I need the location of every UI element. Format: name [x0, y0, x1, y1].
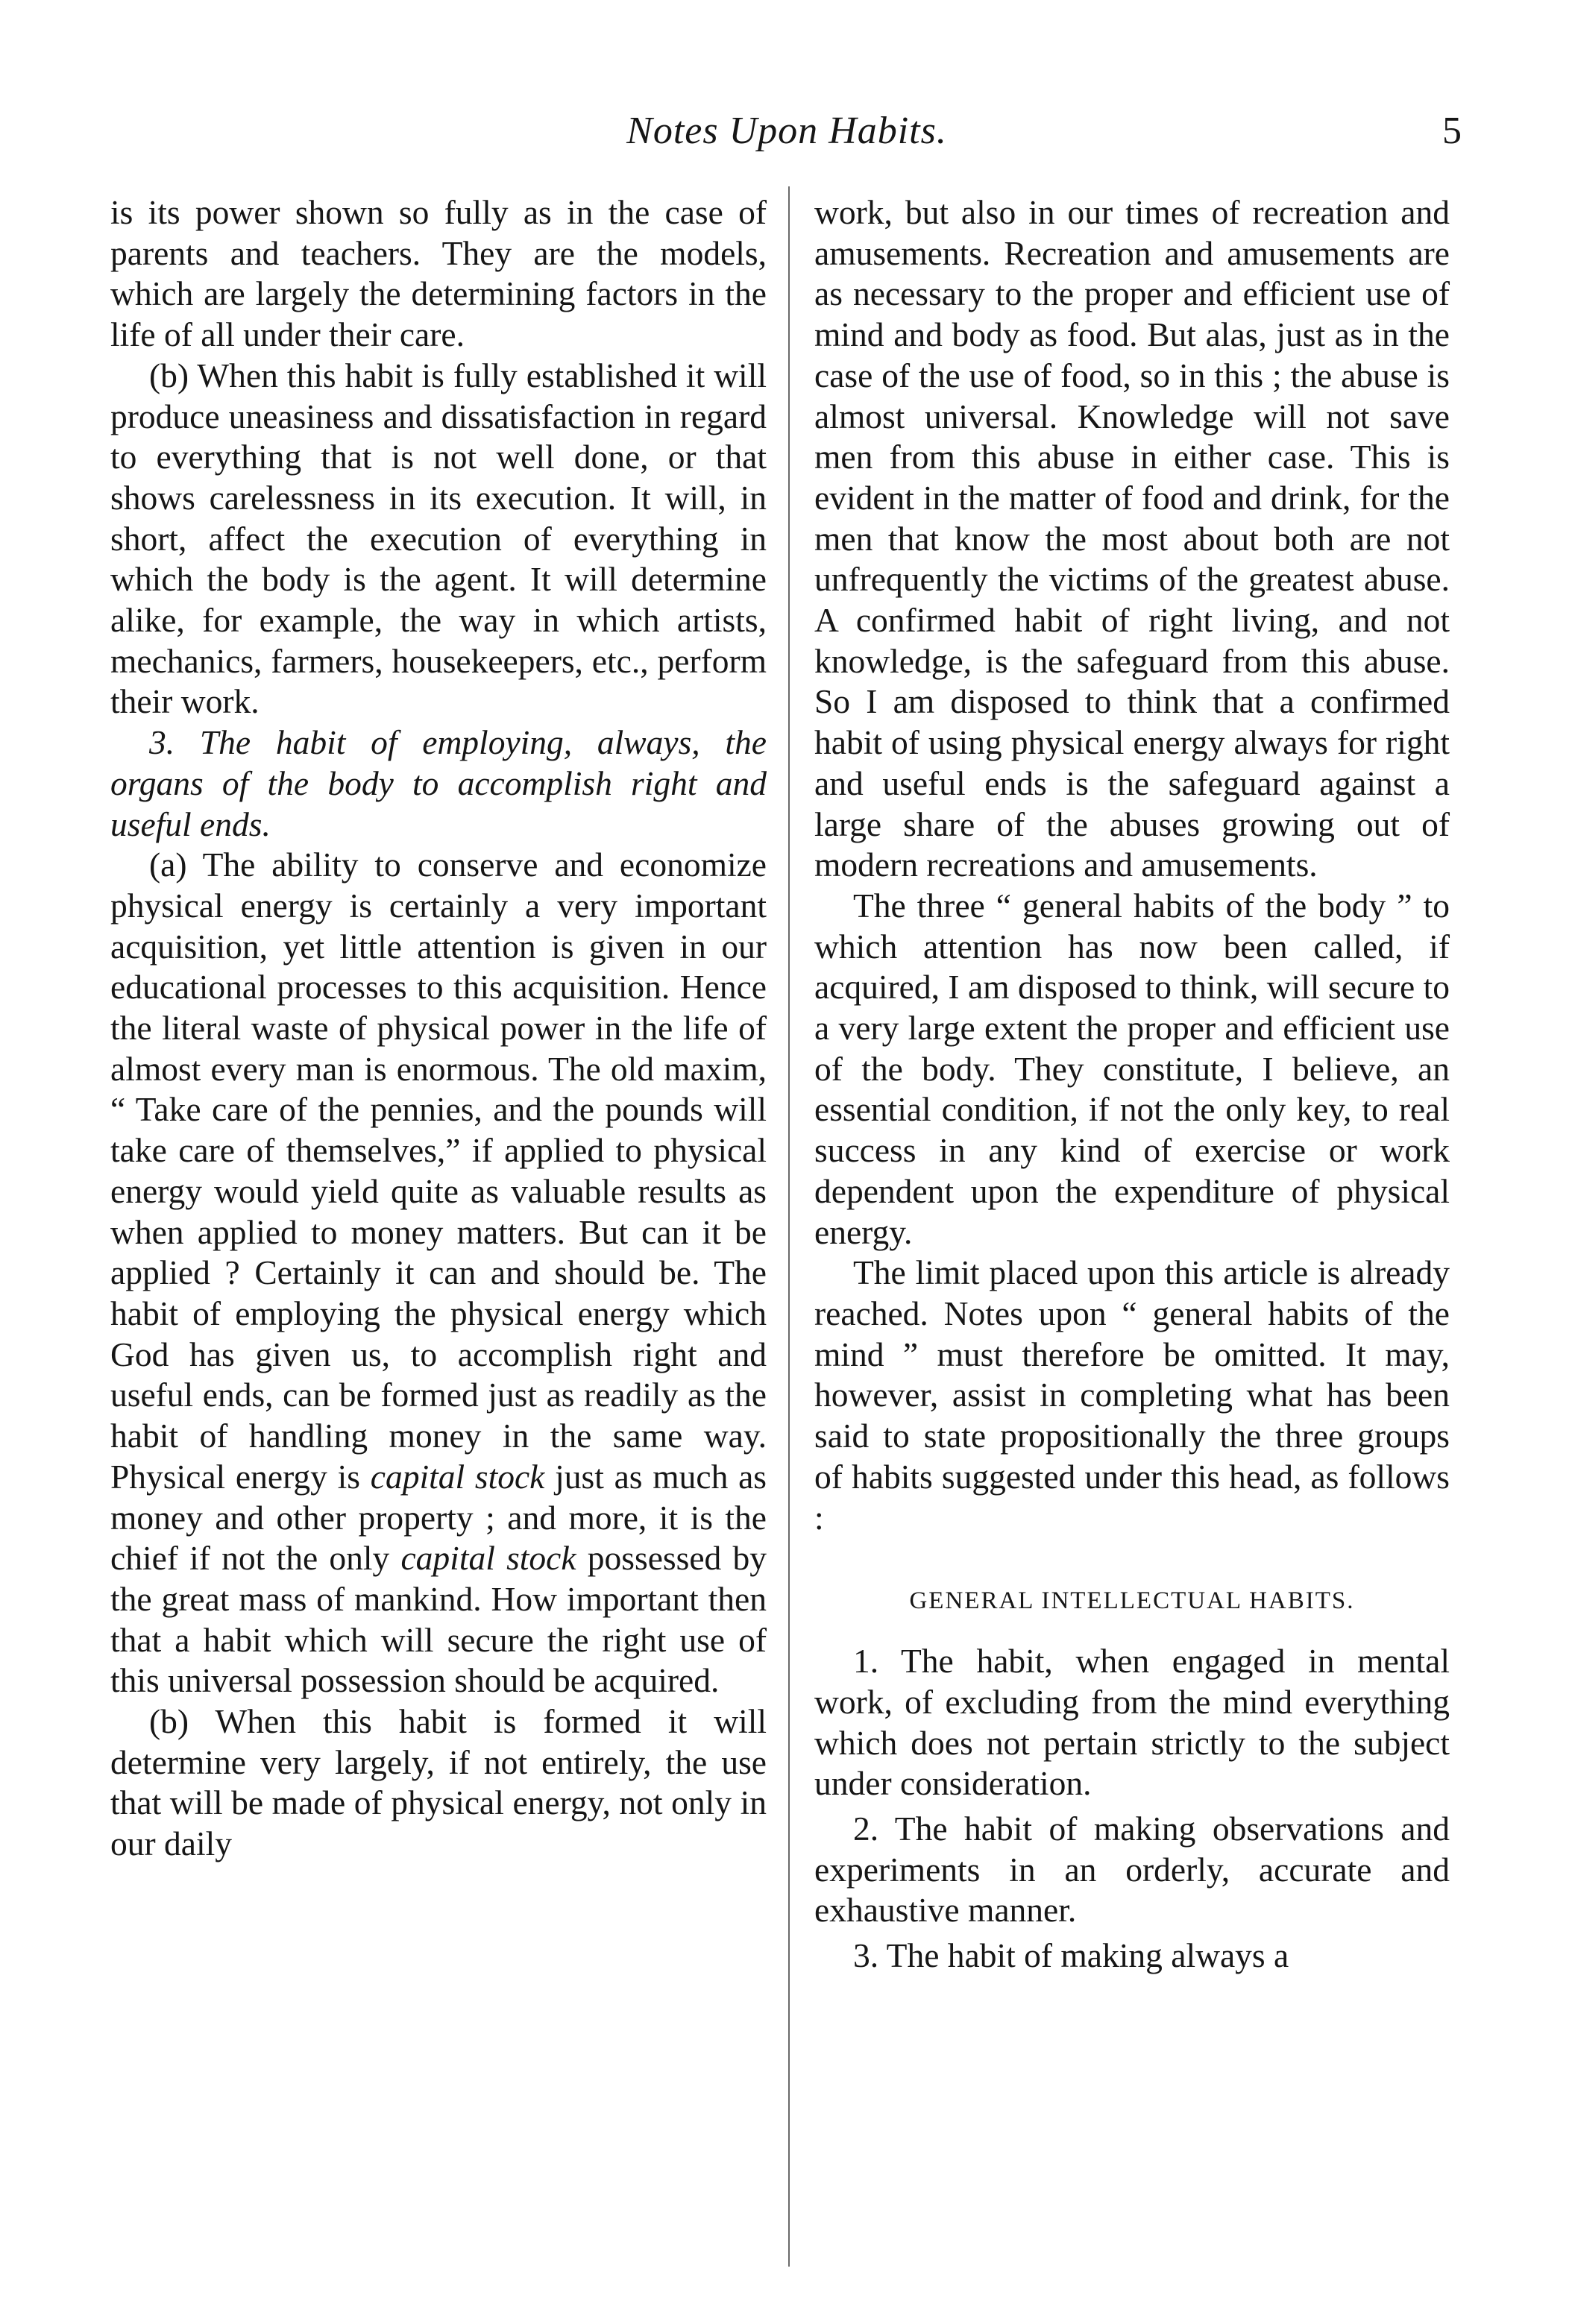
paragraph	[110, 845, 767, 1701]
text-run: just as much as money and other property ; and more, it is the chief if not the only	[110, 1457, 767, 1578]
list-item: 2. The habit of making observations and experiments in an orderly, accurate and exhaustive manner.	[814, 1810, 1450, 1930]
right-column	[814, 192, 1450, 1977]
section-heading: GENERAL INTELLECTUAL HABITS.	[909, 1587, 1355, 1615]
column-divider	[788, 186, 790, 2267]
left-column	[110, 192, 767, 1865]
numbered-heading: 3. The habit of employing, always, the organs of the body to accomplish right and useful ends.	[110, 723, 767, 843]
paragraph: is its power shown so fully as in the case of parents and teachers. They are the models, which are largely the determining factors in the life of all under their care.	[110, 193, 767, 354]
paragraph: The limit placed upon this article is already reached. Notes upon “ general habits of the mind ” must therefore be omitted. It may, however, assist in completing what has been said to state propositionally the three groups of habits suggested under this head, as follows :	[814, 1253, 1450, 1537]
running-title: Notes Upon Habits.	[626, 110, 947, 152]
running-header	[112, 109, 1462, 161]
paragraph: (b) When this habit is fully established it will produce uneasiness and dissatisfaction in regard to everything that is not well done, or that shows carelessness in its execution. It will, in short, affect the execution of everything in which the body is the agent. It will determine alike, for example, the way in which artists, mechanics, farmers, housekeepers, etc., perform their work.	[110, 356, 767, 721]
text-run: possessed by the great mass of mankind. How important then that a habit which will secure the right use of this universal possession should be acquired.	[110, 1539, 767, 1700]
list-item: 3. The habit of making always a	[853, 1936, 1289, 1975]
page-number: 5	[1442, 110, 1462, 152]
emphasis: capital stock	[370, 1457, 545, 1496]
emphasis: capital stock	[400, 1539, 576, 1578]
paragraph: work, but also in our times of recreation and amusements. Recreation and amusements are as necessary to the proper and efficient use of mind and body as food. But alas, just as in the case of the use of food, so in this ; the abuse is almost universal. Knowledge will not save men from this abuse in either case. This is evident in the matter of food and drink, for the men that know the most about both are not unfrequently the victims of the greatest abuse. A confirmed habit of right living, and not knowledge, is the safeguard from this abuse. So I am disposed to think that a confirmed habit of using physical energy always for right and useful ends is the safeguard against a large share of the abuses growing out of modern recreations and amusements.	[814, 193, 1450, 884]
paragraph: The three “ general habits of the body ” to which attention has now been called, if acquired, I am disposed to think, will secure to a very large extent the proper and efficient use of the body. They constitute, I believe, an essential condition, if not the only key, to real success in any kind of exercise or work dependent upon the expenditure of physical energy.	[814, 886, 1450, 1251]
text-run: (a) The ability to conserve and economize physical energy is certainly a very important acquisition, yet little attention is given in our educational processes to this acquisition. Hence the literal waste of physical power in the life of almost every man is enormous. The old maxim, “ Take care of the pennies, and the pounds will take care of themselves,” if applied to physical energy would yield quite as valuable results as when applied to money matters. But can it be applied ? Certainly it can and should be. The habit of employing the physical energy which God has given us, to accomplish right and useful ends, can be formed just as readily as the habit of handling money in the same way. Physical energy is	[110, 845, 767, 1496]
list-item: 1. The habit, when engaged in mental work, of excluding from the mind everything which does not pertain strictly to the subject under consideration.	[814, 1642, 1450, 1803]
paragraph: (b) When this habit is formed it will determine very largely, if not entirely, the use that will be made of physical energy, not only in our daily	[110, 1702, 767, 1863]
